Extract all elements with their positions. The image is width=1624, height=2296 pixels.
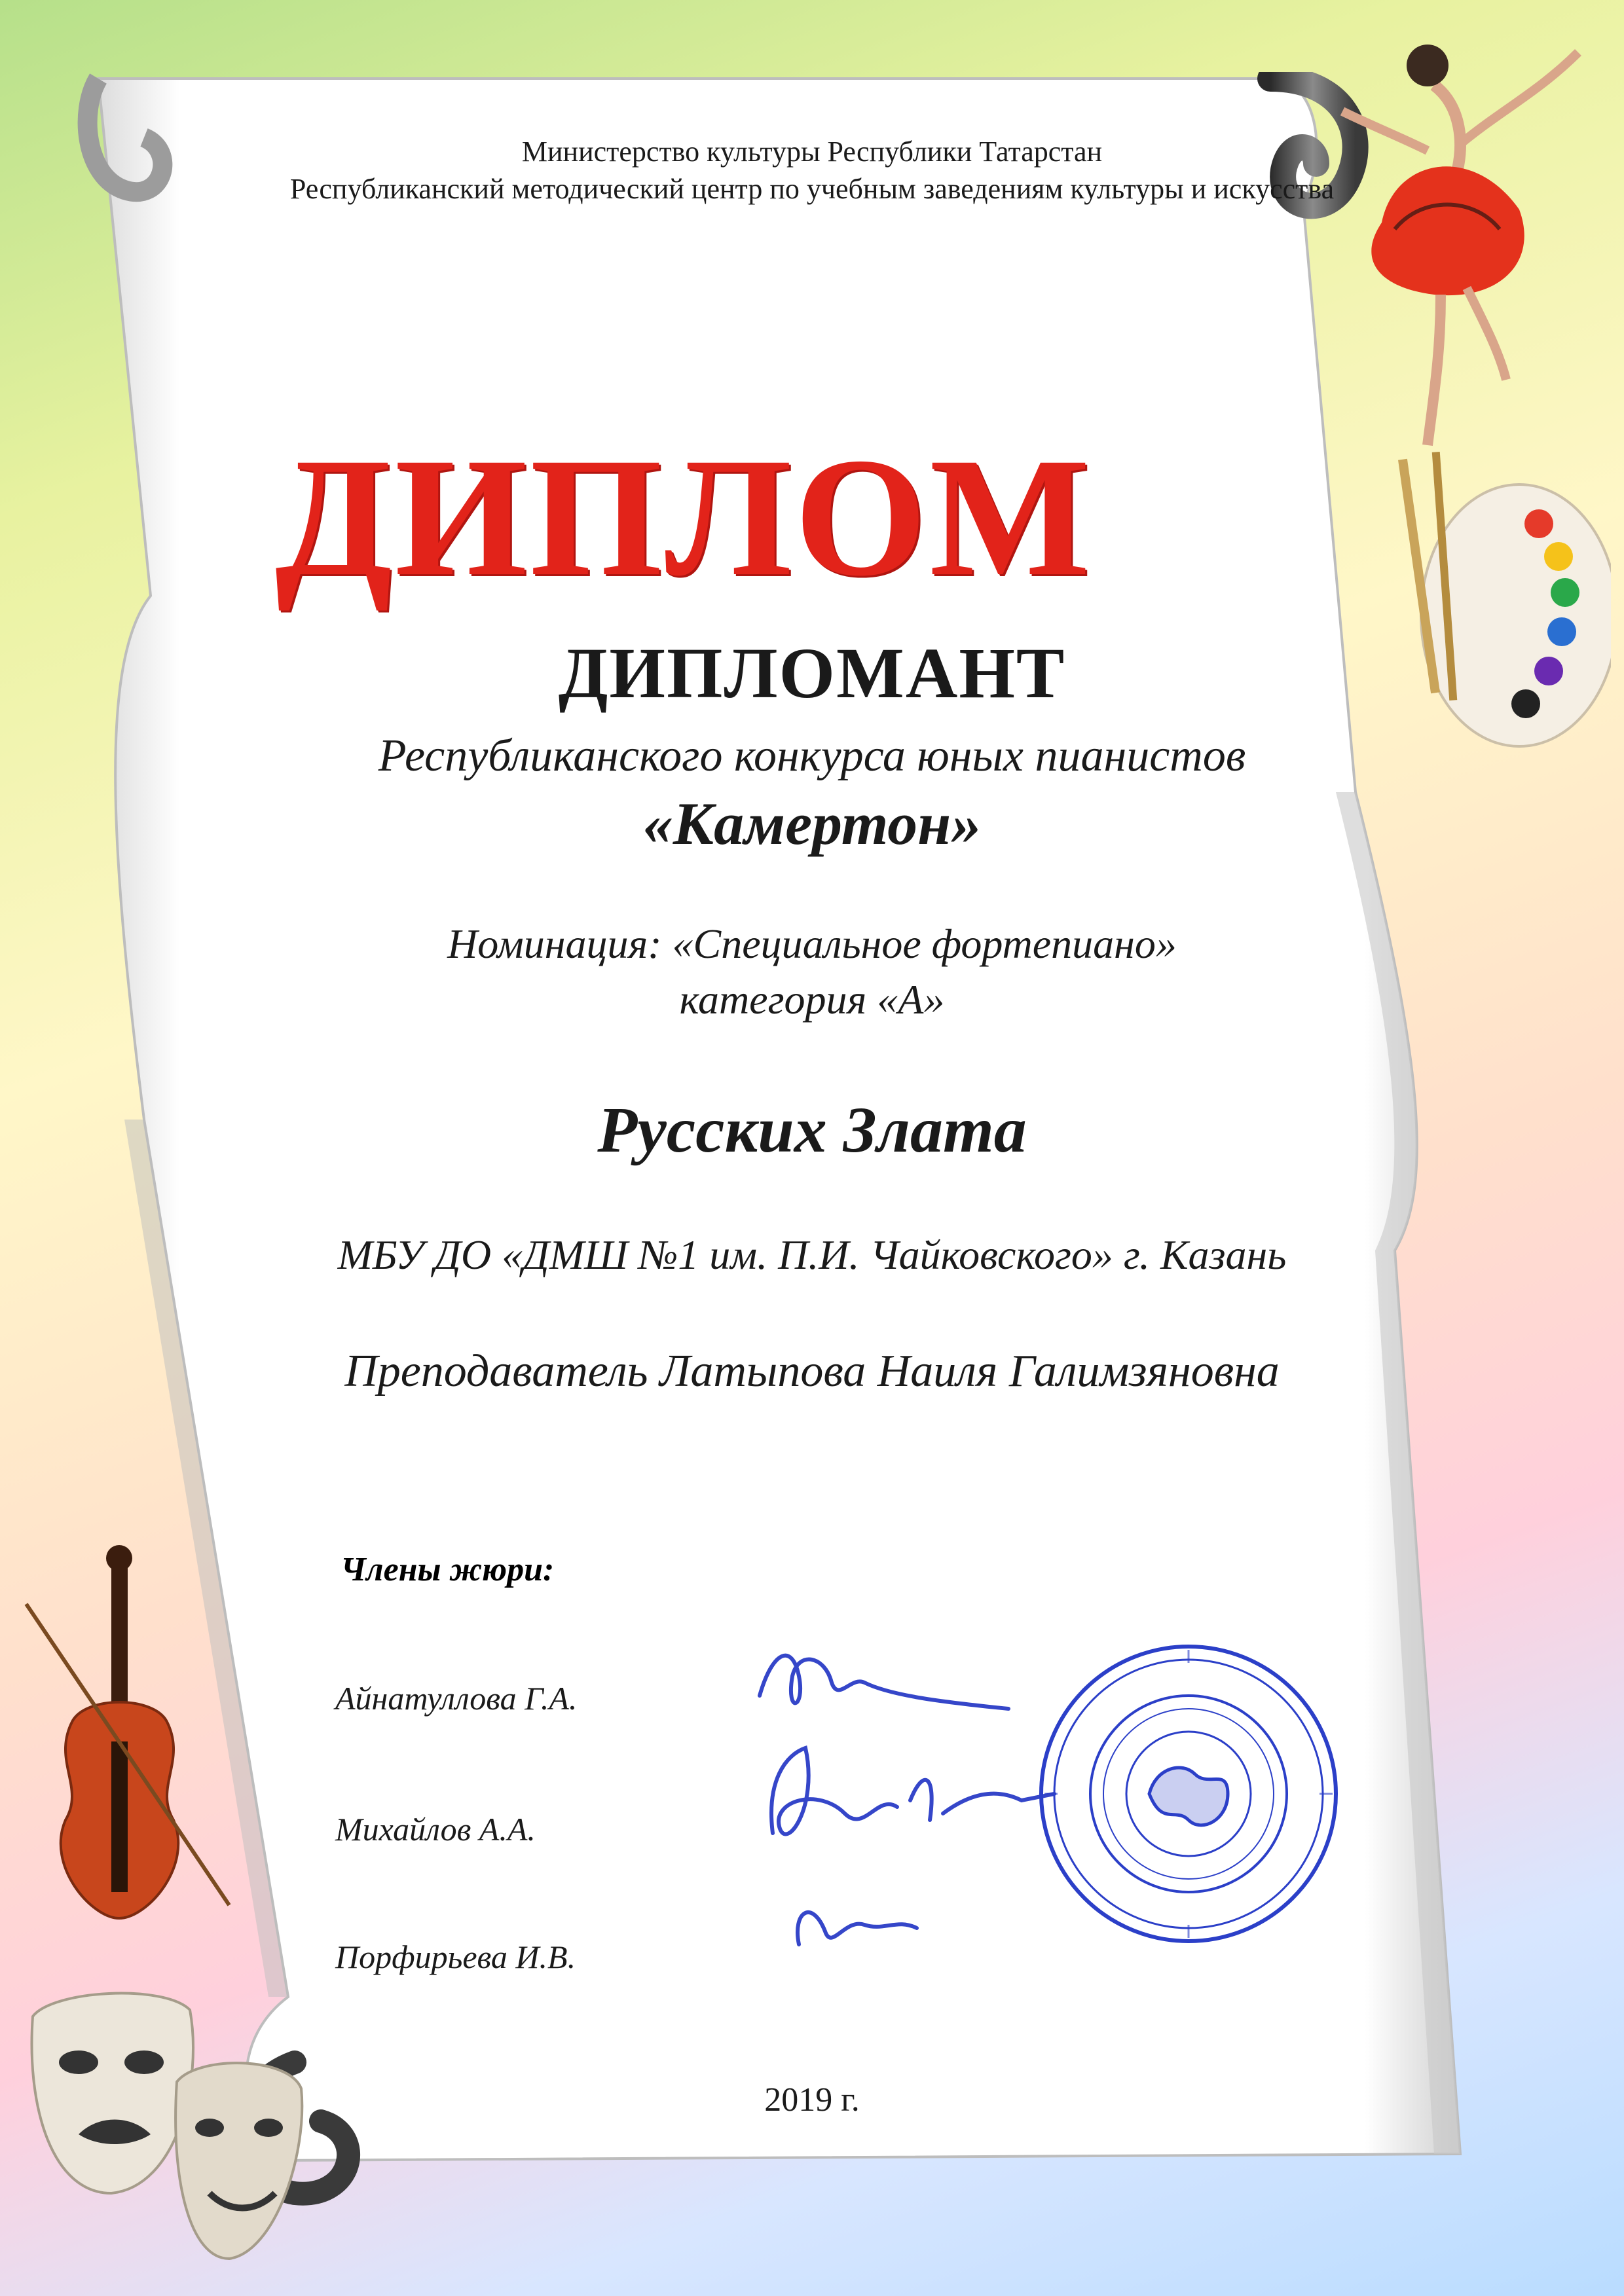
palette-icon: [1388, 445, 1611, 773]
contest-name: «Камертон»: [642, 790, 982, 857]
category-line: категория «А»: [679, 976, 945, 1023]
jury-heading: Члены жюри:: [341, 1551, 555, 1588]
nomination-line: Номинация: «Специальное фортепиано»: [447, 920, 1177, 967]
ballerina-image: [1303, 13, 1591, 471]
year: 2019 г.: [764, 2081, 860, 2119]
signatures: [747, 1637, 1061, 1990]
diploma-title: ДИПЛОМ: [275, 423, 1093, 611]
center-heading: Республиканский методический центр по учебным заведениям культуры и искусства: [289, 173, 1335, 205]
theatre-masks-image: [13, 1977, 308, 2278]
teacher-line: Преподаватель Латыпова Наиля Галимзяновна: [344, 1346, 1280, 1396]
official-seal-stamp: [1031, 1637, 1346, 1951]
contest-line: Республиканского конкурса юных пианистов: [378, 731, 1246, 781]
school-line: МБУ ДО «ДМШ №1 им. П.И. Чайковского» г. Казань: [337, 1231, 1287, 1278]
ministry-heading: Министерство культуры Республики Татарстан: [521, 136, 1103, 168]
violin-image: [13, 1525, 262, 1971]
recipient-name: Русских Злата: [597, 1093, 1027, 1166]
award-heading: ДИПЛОМАНТ: [558, 633, 1066, 713]
jury-member: Михайлов А.А.: [335, 1811, 536, 1848]
jury-member: Айнатуллова Г.А.: [335, 1680, 578, 1717]
jury-member: Порфирьева И.В.: [335, 1939, 576, 1975]
